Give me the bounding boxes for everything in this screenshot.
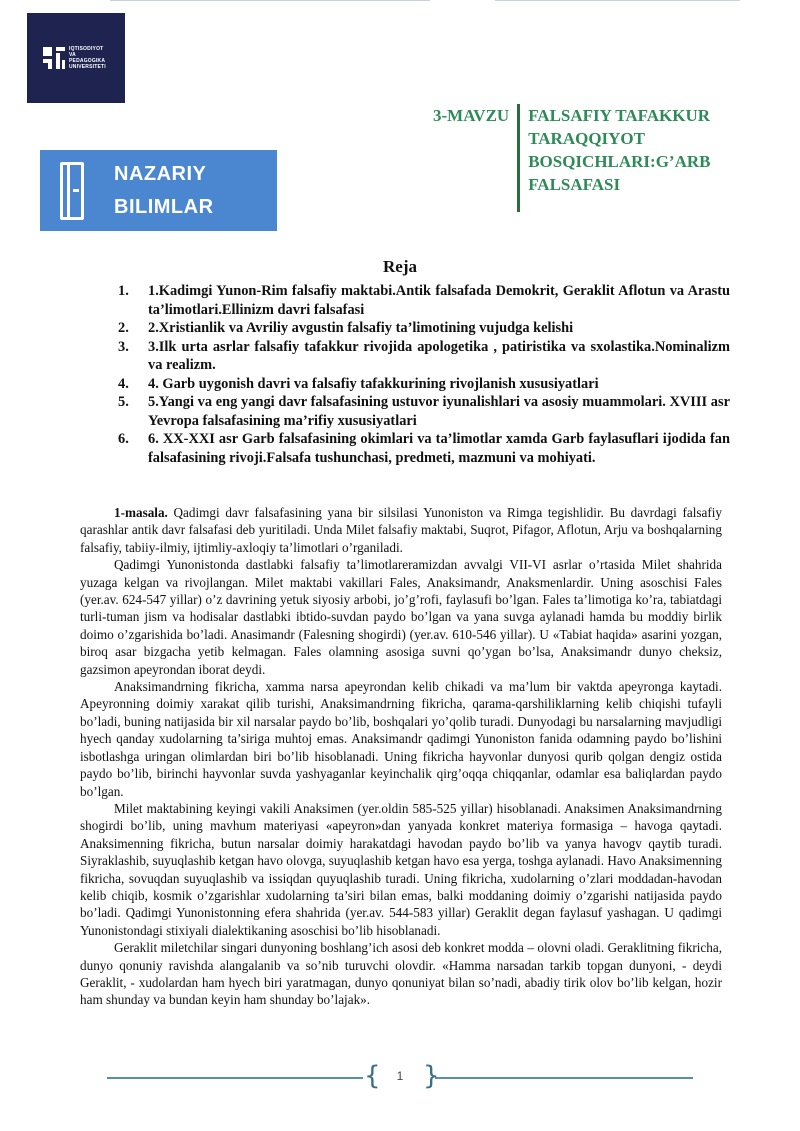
section-badge-line1: NAZARIY	[114, 162, 207, 185]
paragraph-1-text: Qadimgi davr falsafasining yana bir silsilasi Yunoniston va Rimga tegishlidir. Bu davrdagi falsafiy qarashlar antik davr falsafasi deb yuritiladi. Unda Milet falsafiy maktabi, Suqrot, Pifagor, Aflotun, Arju va boshqalarning falsafiy, tabiiy-ilmiy, ijtimliy-axloqiy ta’limotlari o’rganiladi.	[80, 505, 722, 555]
paragraph-2: Qadimgi Yunonistonda dastlabki falsafiy ta’limotlareramizdan avvalgi VII-VI asrlar o’rtasida Milet shahrida yuzaga kelgan va rivojlangan. Milet maktabi vakillari Fales, Anaksimandr, Anaksmenlardir. Uning asoschisi Fales (yer.av. 624-547 yillar) o’z davrining yetuk siyosiy arbobi, jo’g’rofi, faylasufi bo’lgan. Fales ta’limotiga ko’ra, tabiatdagi turli-tuman jism va hodisalar dastlabki ibtido-suvdan paydo bo’lgan va yana suvga aylanadi hamda bu moddiy birlik doimo o’zgarishida bo’ladi. Anasimandr (Falesning shogirdi) (yer.av. 610-546 yillar). U «Tabiat haqida» asarini yozgan, biroq asar bizgacha yetib kelmagan. Fales olamning asosiga suvni qo’ygan bo’lsa, Anaksimandr dunyo cheksiz, gazsimon apeyrondan iborat deydi.	[80, 557, 722, 677]
plan-item-number: 4.	[118, 375, 129, 392]
body-text	[80, 504, 722, 1009]
plan-item-number: 2.	[118, 320, 129, 336]
plan-item-text: 4. Garb uygonish davri va falsafiy tafakkurining rivojlanish xususiyatlari	[148, 375, 599, 392]
plan-item-number: 5.	[118, 394, 129, 410]
plan-item-text: 6. XX-XXI asr Garb falsafasining okimlari va ta’limotlar xamda Garb faylasuflari ijodida fan falsafasining rivoji.Falsafa tushunchasi, predmeti, mazmuni va mohiyati.	[148, 431, 730, 466]
section-badge-label	[114, 158, 214, 224]
footer-brace-right-icon: }	[423, 1061, 440, 1091]
paragraph-1	[80, 504, 722, 556]
logo-text-line3: UNIVERSITETI	[69, 64, 106, 70]
topic-number: 3-MAVZU	[433, 106, 510, 125]
paragraph-3: Anaksimandrning fikricha, xamma narsa apeyrondan kelib chikadi va ma’lum bir vaktda apeyronga kaytadi. Apeyronning doimiy xarakat qilib turishi, Anaksimandrning fikricha, qarama-qarshiliklarning kelib chiqishi tufayli bo’ladi, buning natijasida bir xil narsalar paydo bo’lib, boshqalari yo’qolib turadi. Dunyodagi bu narsalarning mavjudligi hyech qanday xudolarning ta’siriga muhtoj emas. Anaksimandr qadimgi Yunoniston fanida odamning paydo bo’lishini isbotlashga uringan olimlardan biri bo’lib hisoblanadi. Uning fikricha hayvonlar dunyosi qurib qolgan dengiz ostida paydo bo’lib, birinchi hayvonlar suvda yashyaganlar keyinchalik qirg’oqqa chiqqanlar, odamlar esa baliqlardan paydo bo’lgan.	[80, 679, 722, 799]
section-badge-line2: BILIMLAR	[114, 195, 214, 218]
top-rule-left	[110, 0, 430, 1]
plan-item-number: 1.	[118, 283, 129, 299]
plan-item-number: 6.	[118, 431, 129, 447]
topic-divider	[517, 104, 520, 212]
plan-item	[118, 319, 730, 338]
plan-item	[118, 338, 730, 375]
plan-item-text: 2.Xristianlik va Avriliy avgustin falsafiy ta’limotining vujudga kelishi	[148, 320, 574, 336]
logo-text-line1: IQTISODIYOT VA	[69, 46, 104, 58]
plan-item-text: 1.Kadimgi Yunon-Rim falsafiy maktabi.Antik falsafada Demokrit, Geraklit Aflotun va Arastu ta’limotlari.Ellinizm davri falsafasi	[148, 283, 730, 318]
top-rule-right	[495, 0, 740, 1]
footer-brace-left-icon: {	[364, 1061, 381, 1091]
plan-item	[118, 430, 730, 467]
topic-header	[433, 104, 743, 212]
topic-title: FALSAFIY TAFAKKUR TARAQQIYOT BOSQICHLARI:G’ARB FALSAFASI	[528, 106, 711, 194]
paragraph-4: Milet maktabining keyingi vakili Anaksimen (yer.oldin 585-525 yillar) hisoblanadi. Anaksimen Anaksimandrning shogirdi bo’lib, uning mavhum materiyasi «apeyron»dan yanyada konkret materiya formasiga – havoga qaytadi. Anaksimenning fikricha, butun narsalar doimiy harakatdagi havodan paydo bo’lib va yanya havogv qaytib turadi. Siyraklashib, suyuqlashib ketgan havo olovga, suyuqlashib ketgan havo esa yerga, toshga aylanadi. Havo Anaksimenning fikricha, sovuqdan suyuqlashib va issiqdan quyuqlashib turadi. Uning fikricha, xudolarning o’zlari moddadan-havodan kelib chiqib, kosmik o’zgarishlar xudolarning ta’siri bilan emas, balki moddaning doimiy o’zgarishi natijasida paydo bo’ladi. Qadimgi Yunonistonning efera shahrida (yer.av. 544-583 yillar) Geraklit degan faylasuf yashagan. U qadimgi Yunonistondagi stixiyali dialektikaning asoschisi bo’lib hisoblanadi.	[80, 800, 722, 938]
paragraph-1-lead: 1-masala.	[114, 505, 168, 520]
logo-mark-icon	[43, 47, 65, 69]
logo-text	[69, 46, 109, 70]
university-logo	[27, 13, 125, 103]
page-number: 1	[396, 1069, 404, 1083]
plan-item-number: 3.	[118, 338, 129, 355]
plan-list	[118, 282, 730, 467]
paragraph-5: Geraklit miletchilar singari dunyoning boshlang’ich asosi deb konkret modda – olovni oladi. Geraklitning fikricha, dunyo qonuniy ravishda alangalanib va so’nib turuvchi olovdir. «Hamma narsadan tarkib topgan dunyoni, - deydi Geraklit, - xudolardan ham hyech biri yaratmagan, dunyo qonuniyat bilan so’nadi, abadiy tirik olov bo’lib kelgan, hozir ham shunday va bundan keyin ham shunday bo’lajak».	[80, 940, 722, 1008]
plan-title: Reja	[383, 257, 417, 276]
plan-item	[118, 282, 730, 319]
plan-item-text: 5.Yangi va eng yangi davr falsafasining ustuvor iyunalishlari va asosiy muammolari. XVIII asr Yevropa falsafasining ma’rifiy xususiyatlari	[148, 394, 730, 429]
plan-item	[118, 393, 730, 430]
logo-text-line2: PEDAGOGIKA	[69, 58, 106, 64]
plan-item-text: 3.Ilk urta asrlar falsafiy tafakkur rivojida apologetika , patiristika va sxolastika.Nominalizm va realizm.	[148, 338, 730, 373]
book-icon	[60, 162, 84, 220]
plan-item	[118, 375, 730, 394]
section-badge	[40, 150, 277, 231]
